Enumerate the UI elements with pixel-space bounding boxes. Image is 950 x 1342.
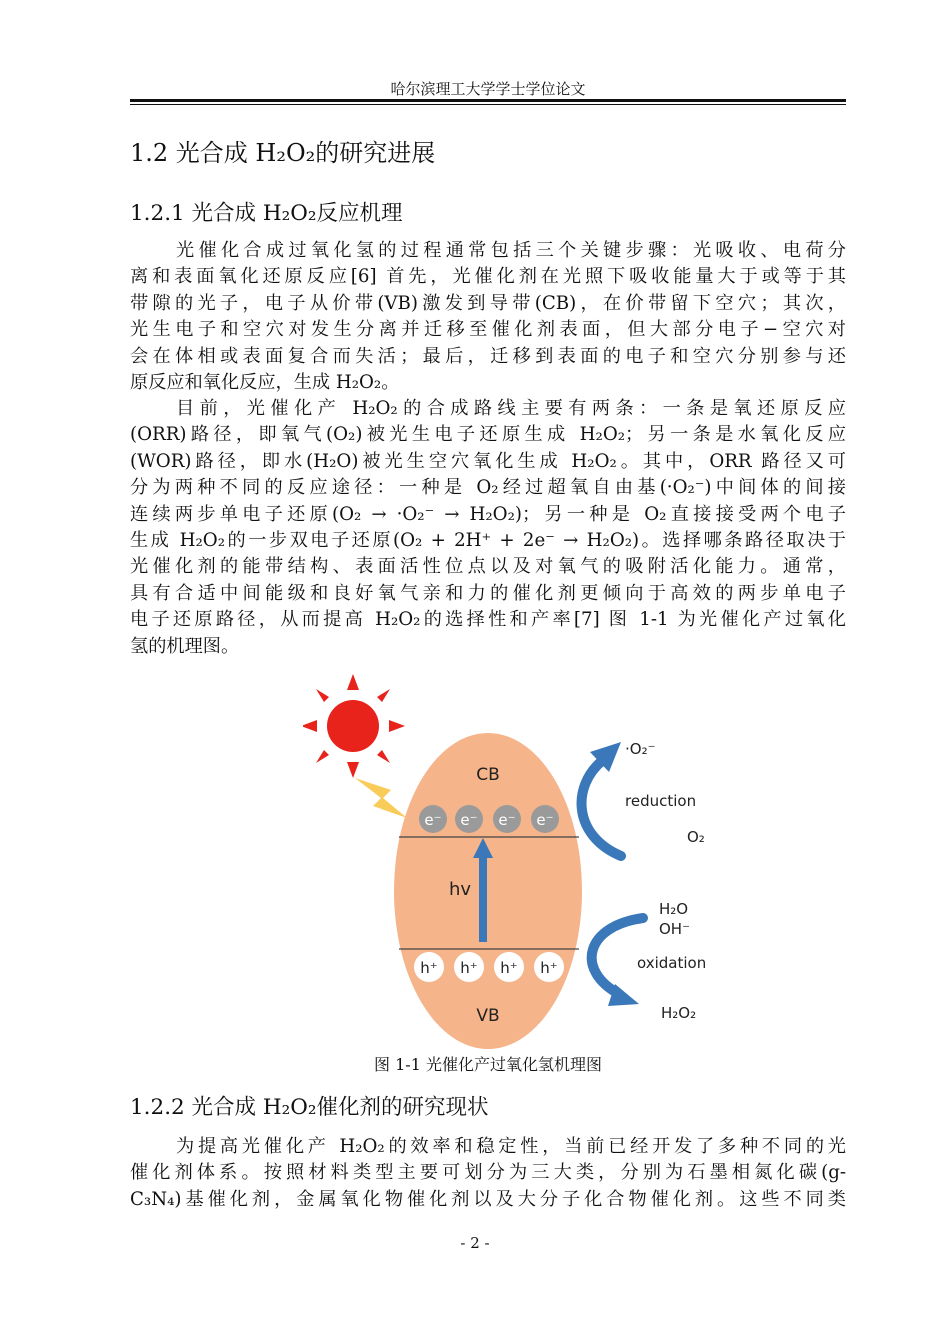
header-rule-thick [130,99,846,102]
text-line: 带隙的光子，电子从价带(VB)激发到导带(CB)，在价带留下空穴；其次， [130,292,846,314]
svg-text:e⁻: e⁻ [498,811,516,829]
section-heading: 1.2 光合成 H₂O₂的研究进展 [130,139,436,167]
vb-label: VB [476,1006,500,1026]
subsection-heading-mechanism: 1.2.1 光合成 H₂O₂反应机理 [130,201,403,226]
lightning-icon [355,778,407,818]
hole [494,952,524,982]
hv-label: hv [448,879,472,900]
header-rule-thin [130,104,846,105]
text-line: (ORR)路径，即氧气(O₂)被光生电子还原生成 H₂O₂；另一条是水氧化反应 [130,424,846,446]
text-line: 生成 H₂O₂的一步双电子还原(O₂ + 2H⁺ + 2e⁻ → H₂O₂)。选择哪条路径取决于 [130,530,846,552]
text-line: 光生电子和空穴对发生分离并迁移至催化剂表面，但大部分电子−空穴对 [130,319,846,341]
figure-caption: 图 1-1 光催化产过氧化氢机理图 [374,1055,602,1074]
paragraph-mechanism [130,238,846,396]
h2o-label: H₂O [659,900,689,918]
text-line: 具有合适中间能级和良好氧气亲和力的催化剂更倾向于高效的两步单电子 [130,582,846,604]
oxidation-arrow [592,918,643,994]
text-line: (WOR)路径，即水(H₂O)被光生空穴氧化生成 H₂O₂。其中，ORR 路径又可 [130,450,846,472]
hole [534,952,564,982]
text-line: 电子还原路径，从而提高 H₂O₂的选择性和产率[7] 图 1-1 为光催化产过氧化 [130,609,846,631]
text-line: 光催化合成过氧化氢的过程通常包括三个关键步骤：光吸收、电荷分 [176,240,846,261]
text-line: 原反应和氧化反应，生成 H₂O₂。 [130,372,400,394]
text-line: 会在体相或表面复合而失活；最后，迁移到表面的电子和空穴分别参与还 [130,345,846,367]
reduction-label: reduction [625,792,697,810]
svg-text:e⁻: e⁻ [460,811,478,829]
oxidation-label: oxidation [637,954,707,972]
svg-text:e⁻: e⁻ [536,811,554,829]
mechanism-figure [303,668,723,1050]
svg-text:e⁻: e⁻ [424,811,442,829]
o2-label: O₂ [687,828,705,846]
sun-icon [303,674,405,778]
electron [455,805,483,833]
hole [414,952,444,982]
text-line: 为提高光催化产 H₂O₂的效率和稳定性，当前已经开发了多种不同的光 [176,1136,846,1157]
text-line: 氢的机理图。 [130,635,240,657]
electron [419,805,447,833]
paragraph-catalysts [130,1134,846,1213]
text-line: 连续两步单电子还原(O₂ → ·O₂⁻ → H₂O₂)；另一种是 O₂直接接受两个电子 [130,503,846,525]
cb-label: CB [476,765,500,785]
text-line: C₃N₄)基催化剂，金属氧化物催化剂以及大分子化合物催化剂。这些不同类 [130,1188,846,1210]
electron [493,805,521,833]
svg-text:h⁺: h⁺ [540,959,558,977]
superoxide-label: ·O₂⁻ [625,740,656,758]
text-line: 离和表面氧化还原反应[6] 首先，光催化剂在光照下吸收能量大于或等于其 [130,266,846,288]
reduction-arrow [582,760,621,856]
page-number: - 2 - [460,1234,490,1252]
text-line: 目前，光催化产 H₂O₂的合成路线主要有两条：一条是氧还原反应 [176,398,846,419]
svg-text:h⁺: h⁺ [420,959,438,977]
text-line: 催化剂体系。按照材料类型主要可划分为三大类，分别为石墨相氮化碳(g- [130,1162,846,1184]
paragraph-pathways [130,396,846,660]
oh-label: OH⁻ [659,920,691,938]
text-line: 分为两种不同的反应途径：一种是 O₂经过超氧自由基(·O₂⁻)中间体的间接 [130,477,846,499]
electron [531,805,559,833]
svg-text:h⁺: h⁺ [460,959,478,977]
text-line: 光催化剂的能带结构、表面活性位点以及对氧气的吸附活化能力。通常， [130,556,846,578]
subsection-heading-catalysts: 1.2.2 光合成 H₂O₂催化剂的研究现状 [130,1095,489,1120]
svg-text:h⁺: h⁺ [500,959,518,977]
running-header: 哈尔滨理工大学学士学位论文 [390,80,586,98]
hole [454,952,484,982]
h2o2-label: H₂O₂ [661,1004,697,1022]
